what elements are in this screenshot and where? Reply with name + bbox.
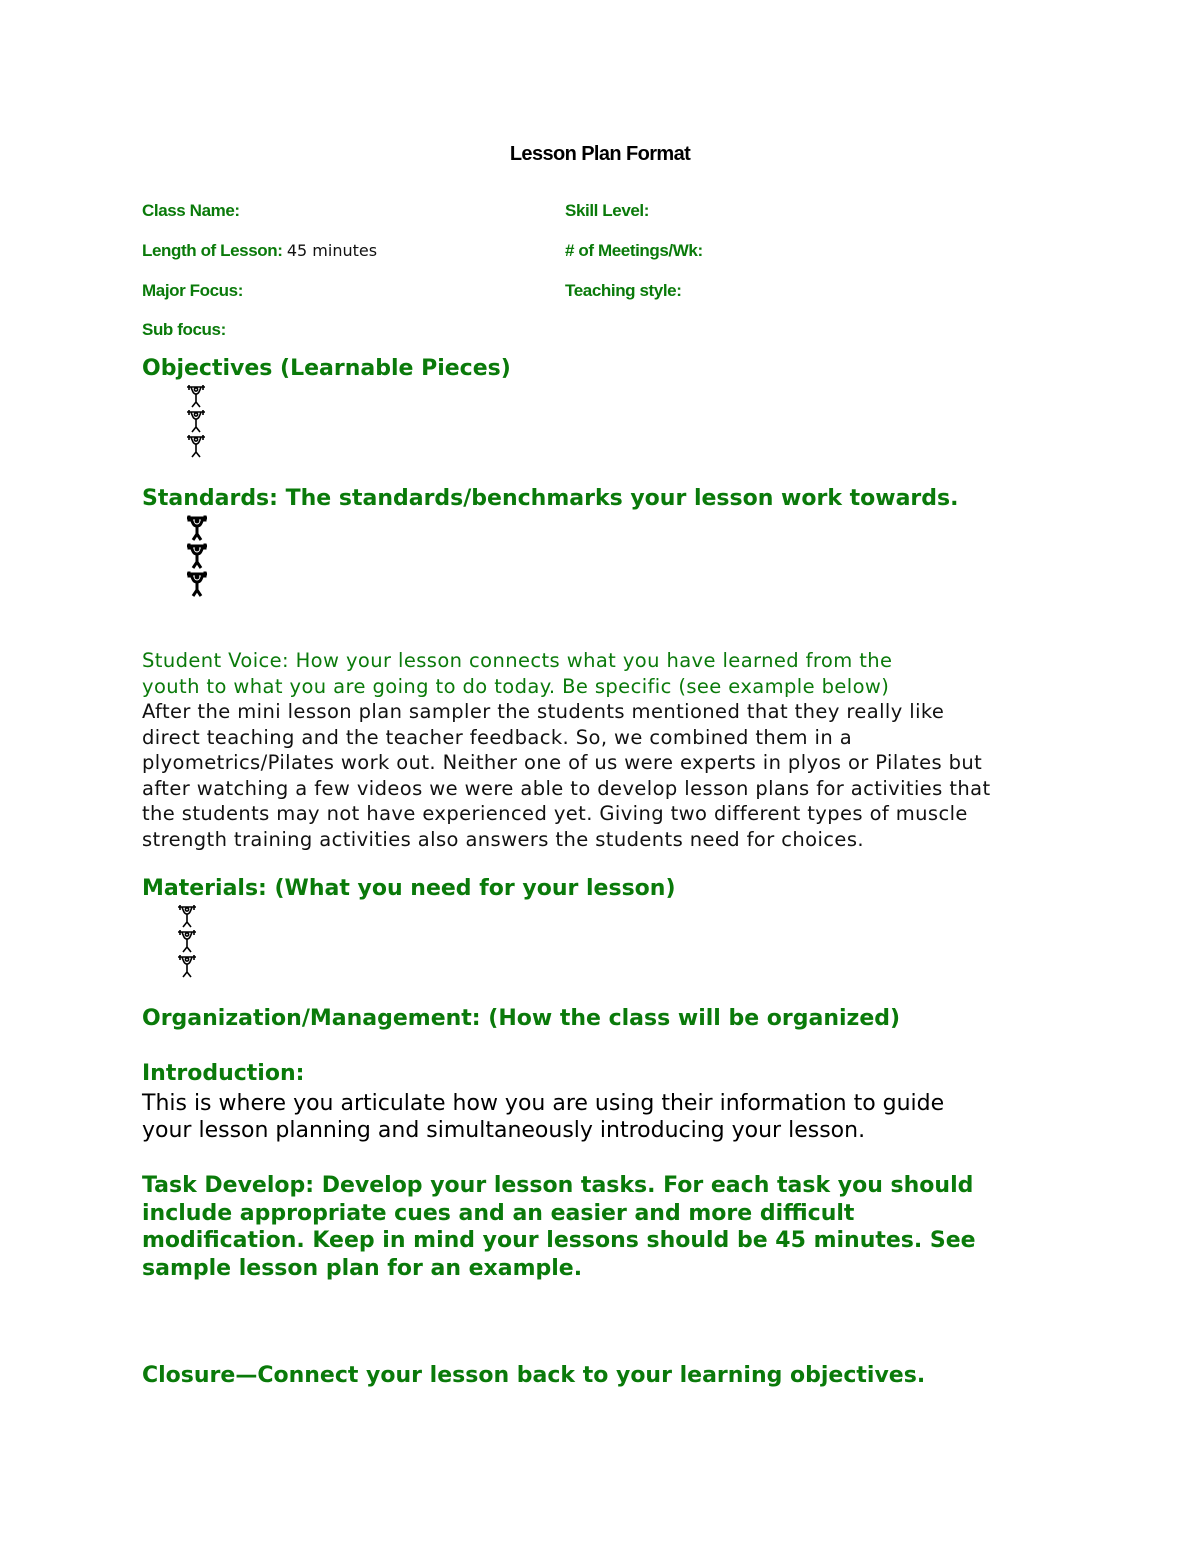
weightlifter-icon (186, 434, 208, 460)
student-voice-body-line: the students may not have experienced yet. Giving two different types of muscle (142, 802, 968, 825)
student-voice-body-line: direct teaching and the teacher feedback. So, we combined them in a (142, 725, 853, 749)
major-focus-field (142, 281, 243, 301)
skill-level-field (565, 201, 649, 221)
weightlifter-icon (186, 384, 208, 410)
skill-level-label: Skill Level: (565, 201, 650, 220)
task-develop-line-4: sample lesson plan for an example. (142, 1255, 583, 1281)
meetings-per-week-label: # of Meetings/Wk: (565, 241, 703, 260)
length-of-lesson-label: Length of Lesson: (142, 241, 283, 260)
student-voice-body-line: After the mini lesson plan sampler the students mentioned that they really like (142, 700, 945, 723)
introduction-heading: Introduction: (142, 1061, 305, 1086)
sub-focus-field (142, 320, 226, 340)
student-voice-heading-line-2: youth to what you are going to do today. Be specific (see example below) (142, 674, 890, 698)
closure-heading: Closure—Connect your lesson back to your learning objectives. (142, 1363, 926, 1388)
length-of-lesson-value: 45 minutes (286, 241, 378, 260)
sub-focus-label: Sub focus: (142, 320, 226, 339)
length-of-lesson-field (142, 241, 377, 261)
student-voice-body-line: strength training activities also answers the students need for choices. (142, 827, 864, 851)
weightlifter-icon (177, 929, 199, 955)
introduction-body (142, 1090, 1042, 1144)
task-develop-line-1: Task Develop: Develop your lesson tasks. For each task you should (142, 1173, 974, 1198)
objectives-heading: Objectives (Learnable Pieces) (142, 356, 511, 381)
class-name-label: Class Name: (142, 201, 240, 220)
materials-heading: Materials: (What you need for your lesson) (142, 876, 676, 901)
weightlifter-icon (177, 904, 199, 930)
weightlifter-icon (186, 409, 208, 435)
weightlifter-icon (186, 571, 208, 597)
class-name-field (142, 201, 240, 221)
introduction-body-line-1: This is where you articulate how you are using their information to guide (142, 1091, 945, 1116)
weightlifter-icon (186, 543, 208, 569)
teaching-style-field (565, 281, 682, 301)
introduction-body-line-2: your lesson planning and simultaneously introducing your lesson. (142, 1118, 866, 1143)
organization-heading: Organization/Management: (How the class will be organized) (142, 1006, 901, 1031)
meetings-per-week-field (565, 241, 703, 261)
major-focus-label: Major Focus: (142, 281, 243, 300)
weightlifter-icon (177, 954, 199, 980)
weightlifter-icon (186, 515, 208, 541)
task-develop-line-3: modification. Keep in mind your lessons should be 45 minutes. See (142, 1228, 976, 1253)
student-voice-heading-line-1: Student Voice: How your lesson connects what you have learned from the (142, 649, 893, 672)
teaching-style-label: Teaching style: (565, 281, 682, 300)
student-voice-body-line: after watching a few videos we were able to develop lesson plans for activities that (142, 776, 991, 800)
task-develop-line-2: include appropriate cues and an easier and more difficult (142, 1200, 855, 1226)
standards-heading: Standards: The standards/benchmarks your lesson work towards. (142, 486, 959, 511)
page-title: Lesson Plan Format (509, 143, 691, 165)
student-voice-section (142, 648, 1062, 852)
task-develop-section (142, 1172, 1062, 1282)
student-voice-body-line: plyometrics/Pilates work out. Neither one of us were experts in plyos or Pilates but (142, 751, 983, 774)
